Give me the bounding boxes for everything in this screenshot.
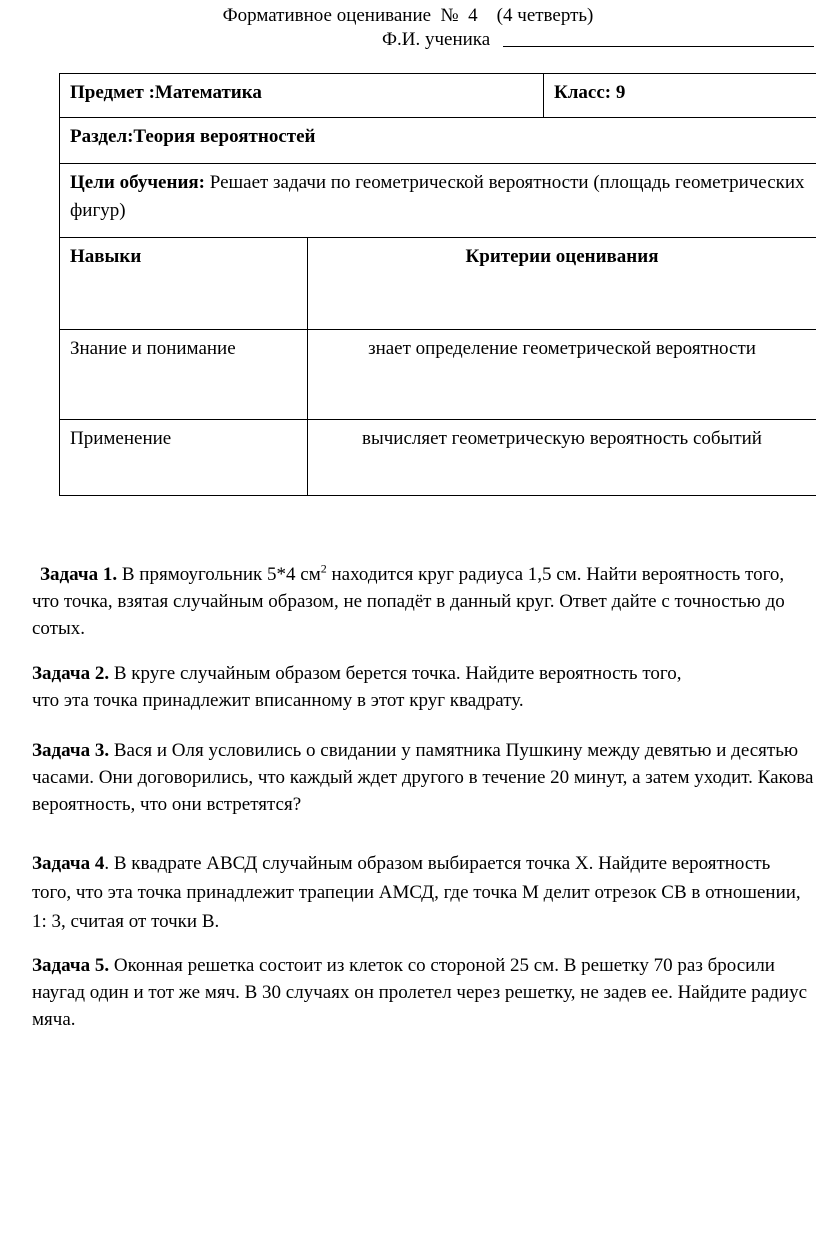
criteria-header: Критерии оценивания	[308, 238, 816, 330]
task-2	[32, 660, 814, 714]
goals-text: Решает задачи по геометрической вероятности (площадь геометрических фигур)	[70, 172, 805, 221]
task-text: что эта точка принадлежит вписанному в этот круг квадрату.	[32, 690, 524, 711]
task-text: В круге случайным образом берется точка. Найдите вероятность того,	[109, 663, 682, 684]
task-text: Оконная решетка состоит из клеток со стороной 25 см. В решетку 70 раз бросили наугад один и тот же мяч. В 30 случаях он пролетел через решетку, не задев ее. Найдите радиус мяча.	[32, 955, 808, 1030]
criterion-cell: вычисляет геометрическую вероятность событий	[308, 420, 816, 496]
task-label: Задача 2.	[32, 663, 110, 684]
task-label: Задача 1.	[40, 564, 118, 585]
grade-cell: Класс: 9	[544, 74, 816, 118]
task-text: В прямоугольник 5*4 см	[117, 564, 321, 585]
page-title: Формативное оценивание № 4 (4 четверть)	[222, 5, 594, 26]
assessment-table	[59, 73, 816, 496]
subject-cell: Предмет :Математика	[60, 74, 544, 118]
task-text: Вася и Оля условились о свидании у памятника Пушкину между девятью и десятью часами. Они договорились, что каждый ждет другого в течение 20 минут, а затем уходит. Какова вероятность, что они встретятся?	[32, 740, 814, 815]
student-name-label: Ф.И. ученика	[382, 29, 491, 50]
task-3	[32, 737, 814, 818]
task-label: Задача 5.	[32, 955, 110, 976]
task-5	[32, 952, 814, 1033]
skill-cell: Применение	[60, 420, 308, 496]
skill-cell: Знание и понимание	[60, 330, 308, 420]
section-cell: Раздел:Теория вероятностей	[60, 118, 816, 164]
goals-label: Цели обучения:	[70, 172, 205, 193]
task-1	[32, 561, 814, 642]
task-4	[32, 849, 814, 936]
skills-header: Навыки	[60, 238, 308, 330]
task-text: . В квадрате АВСД случайным образом выбирается точка Х. Найдите вероятность того, что эта точка принадлежит трапеции АМСД, где точка М делит отрезок СВ в отношении, 1: 3, считая от точки В.	[32, 853, 801, 932]
goals-cell	[60, 164, 816, 238]
task-label: Задача 3.	[32, 740, 110, 761]
task-text: находится круг радиуса 1,5 см. Найти вероятность того, что точка, взятая случайным образом, не попадёт в данный круг. Ответ дайте с точностью до сотых.	[32, 564, 785, 639]
criterion-cell: знает определение геометрической вероятности	[308, 330, 816, 420]
student-name-field[interactable]	[503, 46, 814, 47]
superscript: 2	[320, 561, 327, 576]
task-label: Задача 4	[32, 853, 105, 874]
